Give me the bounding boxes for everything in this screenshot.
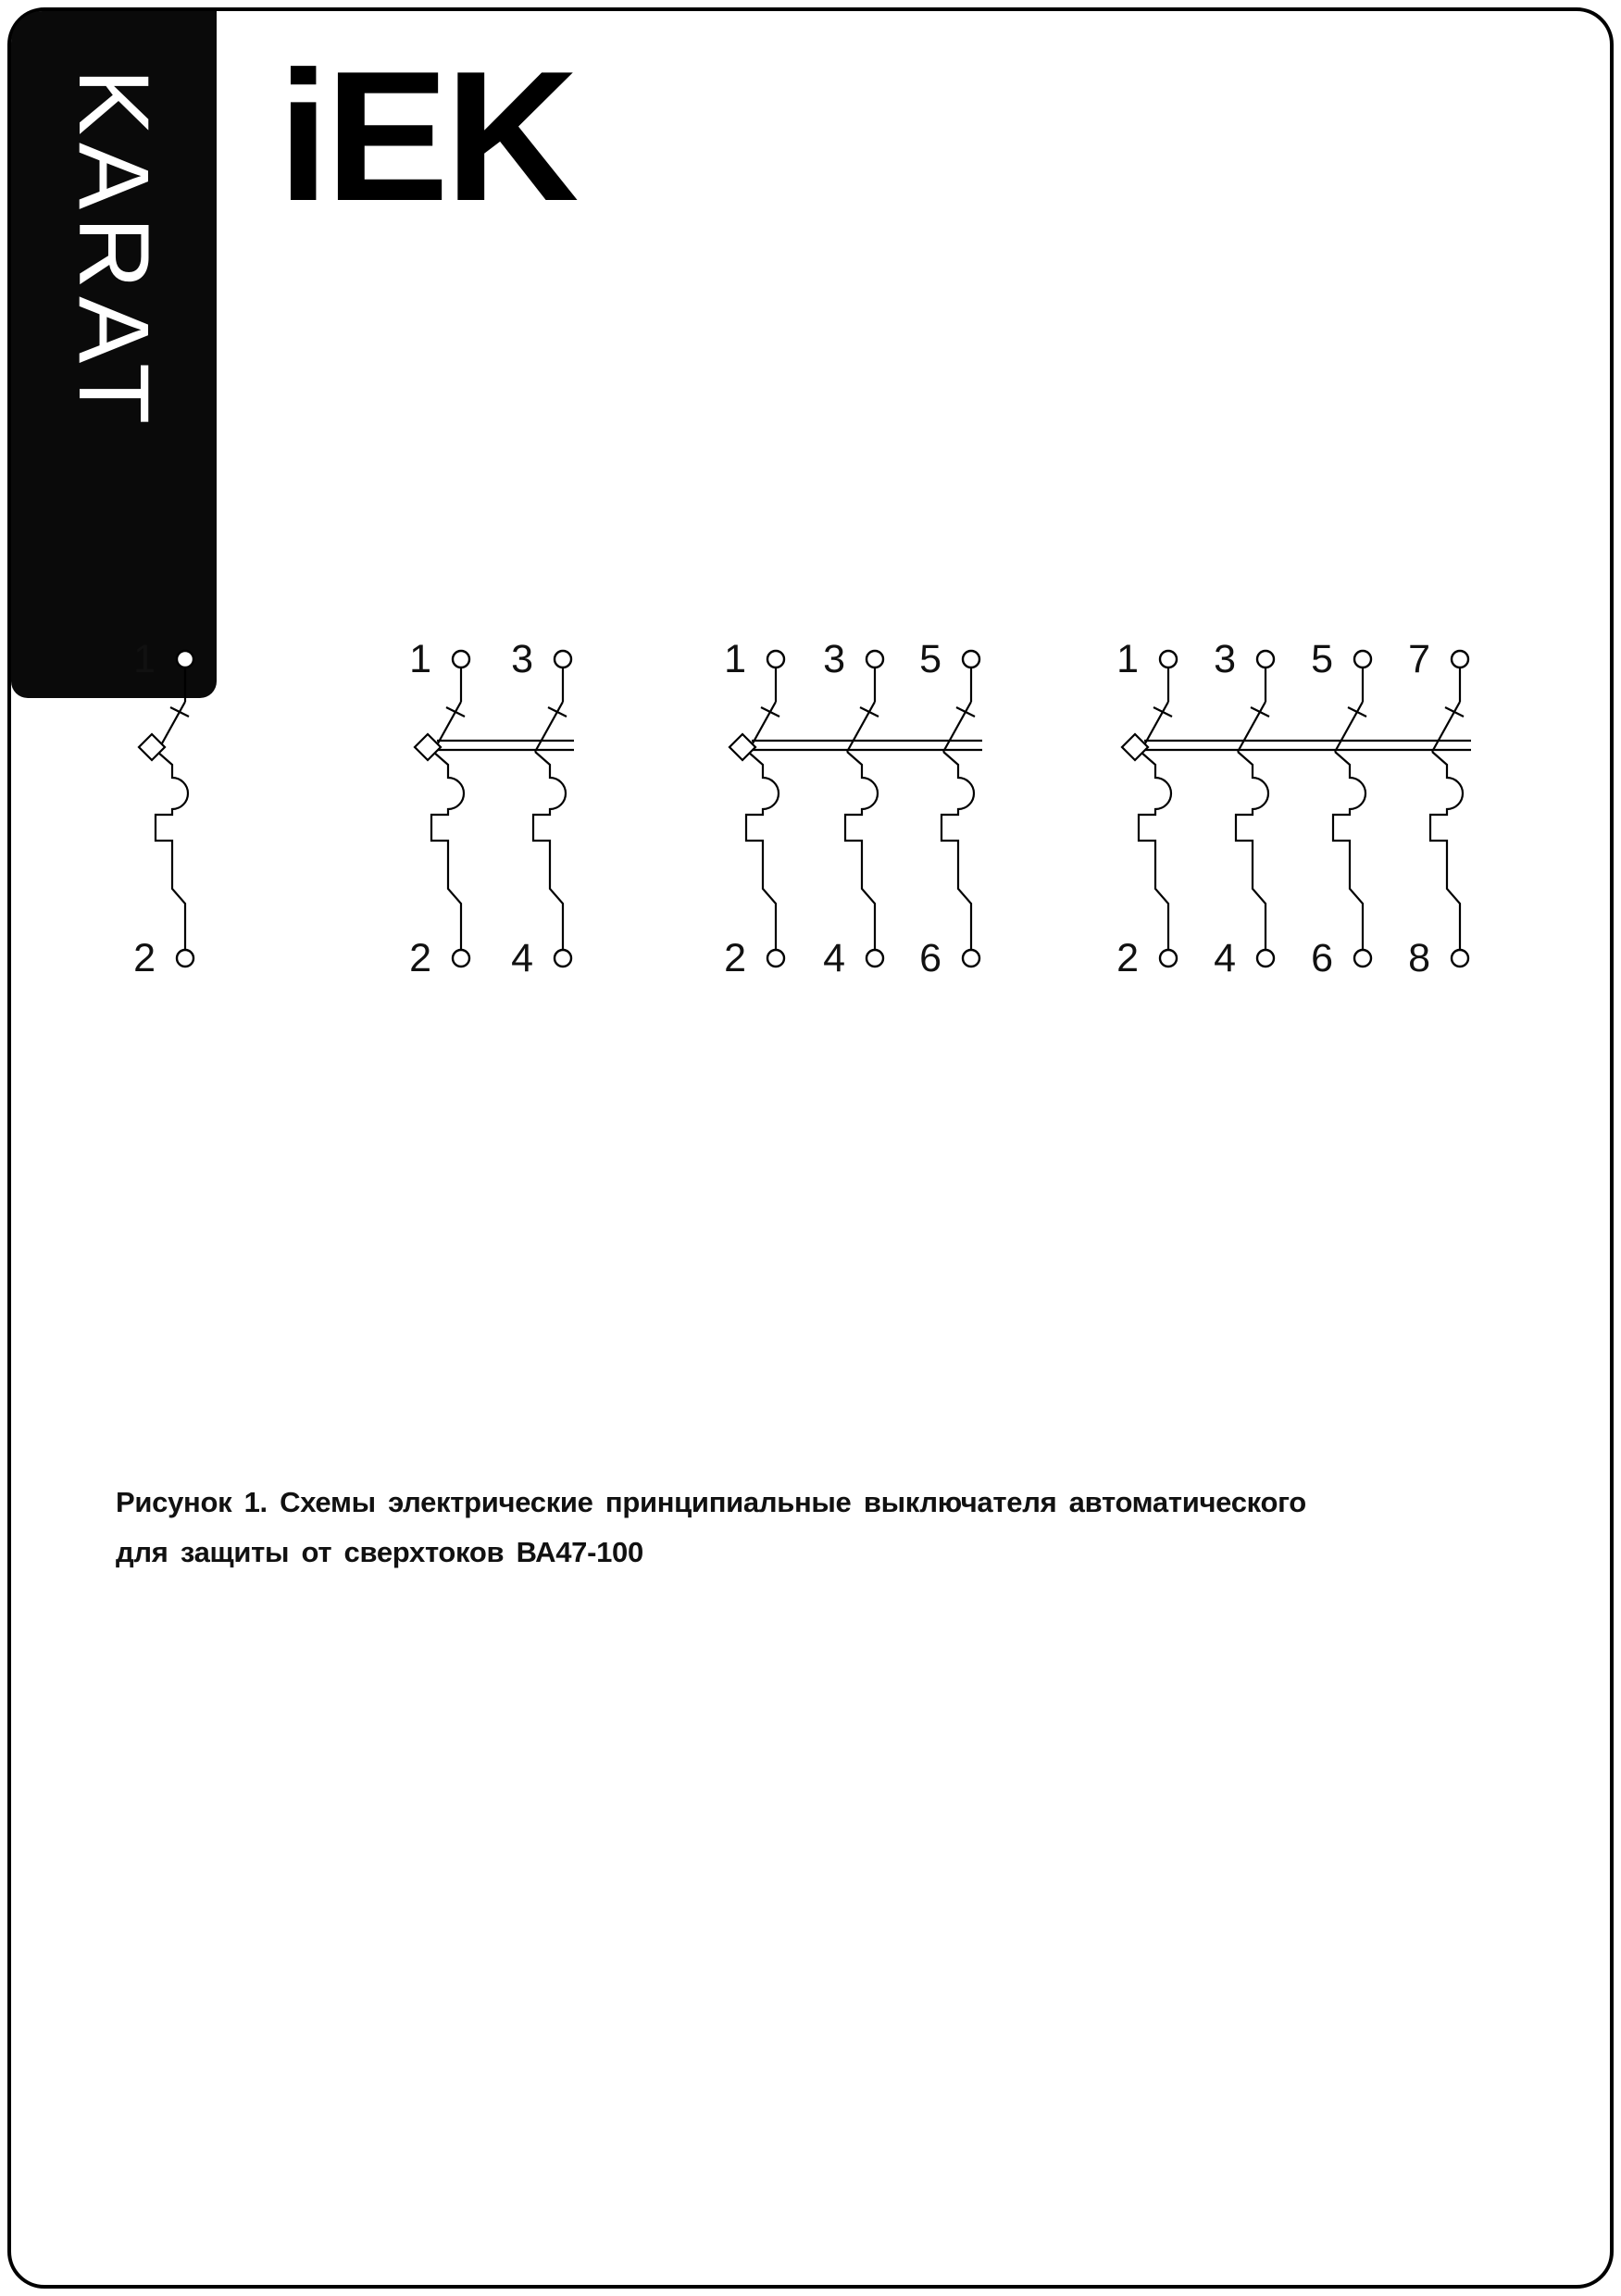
- iek-logo: [278, 33, 576, 240]
- terminal-label-top: 1: [133, 637, 156, 681]
- terminal-bottom: [767, 950, 784, 967]
- terminal-label-bottom: 4: [1214, 936, 1236, 980]
- terminal-top: [1354, 651, 1371, 668]
- mechanism-diamond: [1122, 734, 1148, 760]
- terminal-label-top: 1: [409, 637, 431, 681]
- terminal-top: [963, 651, 979, 668]
- figure-caption-line-1: Рисунок 1. Схемы электрические принципиальные выключателя автоматического: [116, 1486, 1306, 1518]
- terminal-bottom: [963, 950, 979, 967]
- terminal-top: [867, 651, 883, 668]
- terminal-bottom: [453, 950, 469, 967]
- terminal-label-top: 1: [724, 637, 746, 681]
- figure-caption-line-2: для защиты от сверхтоков ВА47-100: [116, 1536, 643, 1569]
- pole-conductor: [1139, 668, 1172, 950]
- terminal-label-bottom: 2: [409, 936, 431, 980]
- terminal-bottom: [1257, 950, 1274, 967]
- terminal-label-bottom: 2: [1116, 936, 1139, 980]
- terminal-label-bottom: 6: [1311, 936, 1333, 980]
- terminal-label-top: 5: [919, 637, 941, 681]
- terminal-bottom: [177, 950, 193, 967]
- terminal-top: [453, 651, 469, 668]
- pole-conductor: [1333, 668, 1366, 950]
- terminal-top: [1160, 651, 1177, 668]
- schematic-1-pole: [133, 637, 193, 980]
- pole-conductor: [1430, 668, 1464, 950]
- terminal-top: [767, 651, 784, 668]
- mechanism-diamond: [139, 734, 165, 760]
- terminal-bottom: [555, 950, 571, 967]
- figure-caption: [116, 1478, 1306, 1578]
- schematic-4-pole: [1116, 637, 1471, 980]
- page-border: [7, 7, 1614, 2289]
- pole-conductor: [533, 668, 567, 950]
- terminal-label-top: 1: [1116, 637, 1139, 681]
- terminal-label-bottom: 6: [919, 936, 941, 980]
- karat-brand-text: KARAT: [58, 69, 170, 432]
- pole-conductor: [156, 668, 189, 950]
- terminal-top: [1257, 651, 1274, 668]
- terminal-bottom: [1160, 950, 1177, 967]
- mechanism-diamond: [729, 734, 755, 760]
- schematic-2-pole: [409, 637, 574, 980]
- circuit-breaker-schematics: [0, 593, 1621, 1037]
- terminal-label-top: 3: [823, 637, 845, 681]
- schematic-3-pole: [724, 637, 982, 980]
- iek-logo-text: iEK: [278, 33, 576, 240]
- terminal-top: [1452, 651, 1468, 668]
- terminal-label-top: 7: [1408, 637, 1430, 681]
- terminal-label-bottom: 8: [1408, 936, 1430, 980]
- terminal-label-bottom: 2: [133, 936, 156, 980]
- terminal-bottom: [867, 950, 883, 967]
- pole-conductor: [431, 668, 465, 950]
- pole-conductor: [1236, 668, 1269, 950]
- pole-conductor: [746, 668, 779, 950]
- terminal-bottom: [1452, 950, 1468, 967]
- terminal-label-top: 3: [1214, 637, 1236, 681]
- mechanism-diamond: [415, 734, 441, 760]
- pole-conductor: [941, 668, 975, 950]
- pole-conductor: [845, 668, 879, 950]
- terminal-label-bottom: 4: [511, 936, 533, 980]
- terminal-label-bottom: 4: [823, 936, 845, 980]
- terminal-top: [177, 651, 193, 668]
- terminal-label-bottom: 2: [724, 936, 746, 980]
- terminal-label-top: 3: [511, 637, 533, 681]
- terminal-bottom: [1354, 950, 1371, 967]
- terminal-label-top: 5: [1311, 637, 1333, 681]
- terminal-top: [555, 651, 571, 668]
